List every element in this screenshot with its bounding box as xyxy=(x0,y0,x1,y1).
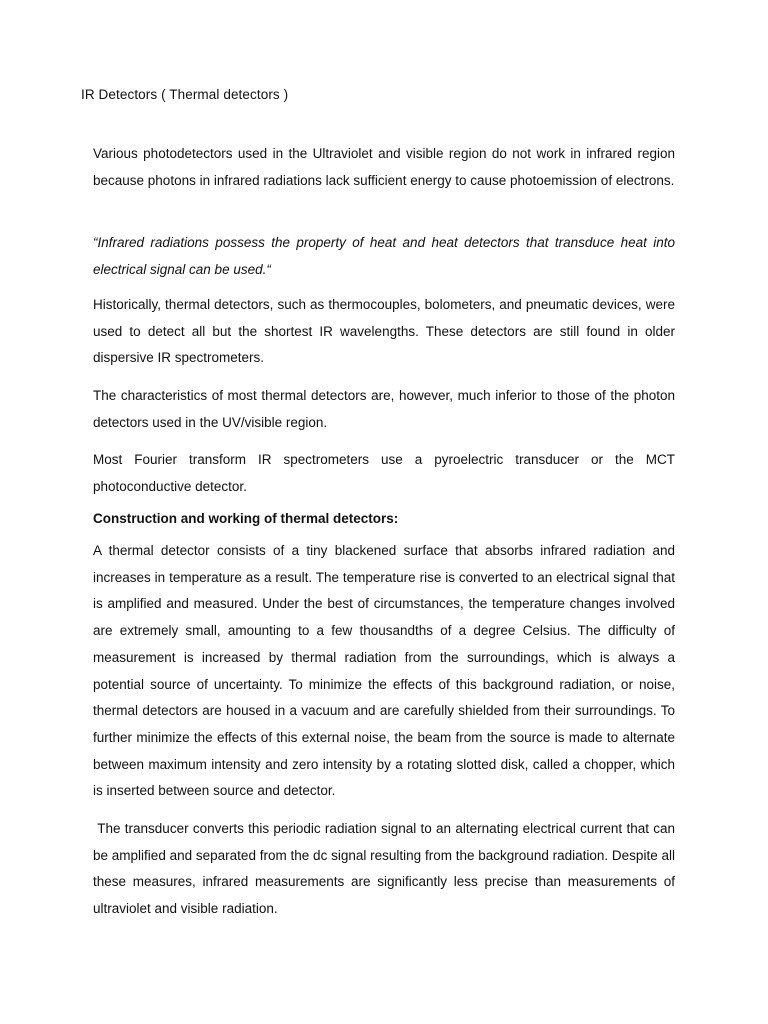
paragraph-fourier: Most Fourier transform IR spectrometers use a pyroelectric transducer or the MCT photoconductive detector. xyxy=(93,452,675,494)
paragraph-characteristics: The characteristics of most thermal detectors are, however, much inferior to those of the photon detectors used in the UV/visible region. xyxy=(93,388,675,430)
paragraph-construction: A thermal detector consists of a tiny blackened surface that absorbs infrared radiation and increases in temperature as a result. The temperature rise is converted to an electrical signal that is amplified and measured. Under the best of circumstances, the temperature changes involved are extremely small, amounting to a few thousandths of a degree Celsius. The difficulty of measurement is increased by thermal radiation from the surroundings, which is always a potential source of uncertainty. To minimize the effects of this background radiation, or noise, thermal detectors are housed in a vacuum and are carefully shielded from their surroundings. To further minimize the effects of this external noise, the beam from the source is made to alternate between maximum intensity and zero intensity by a rotating slotted disk, called a chopper, which is inserted between source and detector. xyxy=(93,543,675,799)
document-title: IR Detectors ( Thermal detectors ) xyxy=(81,87,289,102)
paragraph-historical: Historically, thermal detectors, such as thermocouples, bolometers, and pneumatic devices, were used to detect all but the shortest IR wavelengths. These detectors are still found in older dispersive IR spectrometers. xyxy=(93,297,675,366)
paragraph-quote: “Infrared radiations possess the property of heat and heat detectors that transduce heat into electrical signal can be used.“ xyxy=(93,235,675,277)
paragraph-intro: Various photodetectors used in the Ultraviolet and visible region do not work in infrared region because photons in infrared radiations lack sufficient energy to cause photoemission of electrons. xyxy=(93,146,675,188)
paragraph-transducer: The transducer converts this periodic radiation signal to an alternating electrical current that can be amplified and separated from the dc signal resulting from the background radiation. Despite all these measures, infrared measurements are significantly less precise than measurements of ultraviolet and visible radiation. xyxy=(93,821,675,917)
section-heading: Construction and working of thermal detectors: xyxy=(93,511,399,526)
